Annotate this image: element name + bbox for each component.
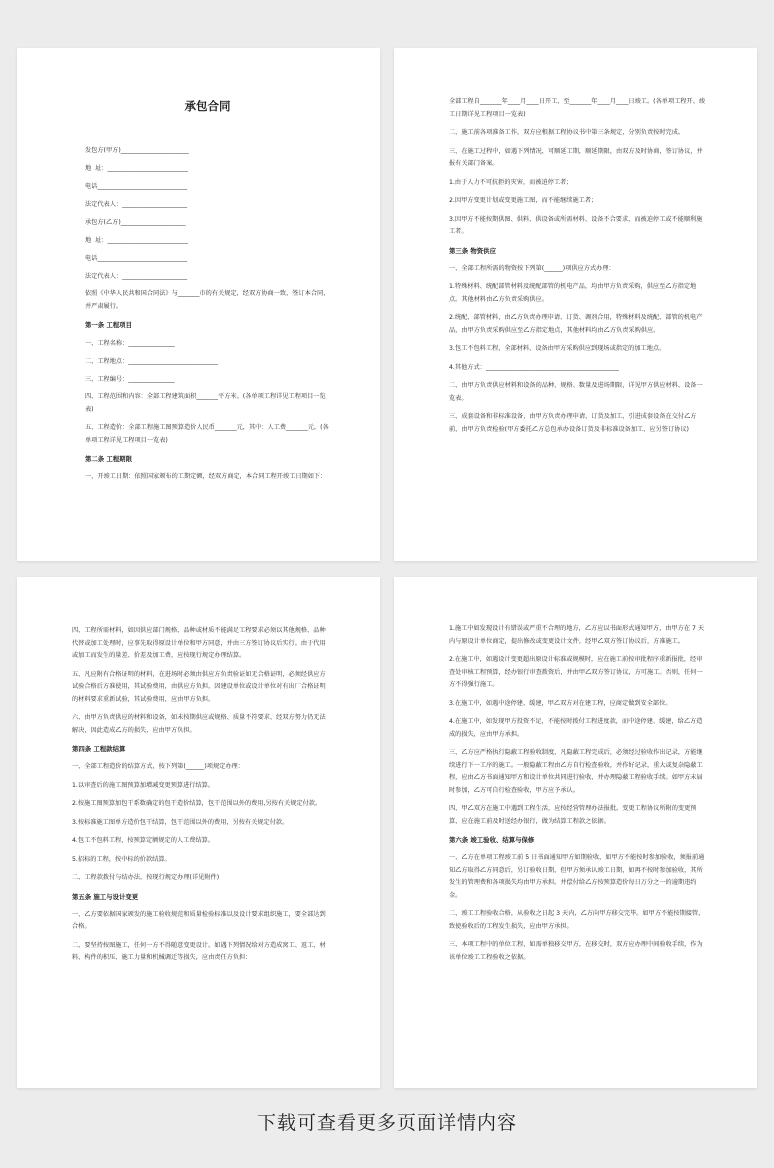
download-more-notice[interactable]: 下载可查看更多页面详情内容 [256,1112,517,1134]
paragraph: 1.由于人力不可抗拒的灾害，而被迫停工者； [449,178,573,186]
document-page-1 [17,48,380,561]
form-field-line: 承包方(乙方)_____________________ [85,219,186,226]
paragraph: 三、乙方应严格执行隐蔽工程验收制度，凡隐蔽工程完成后，必须经过验收作出记录，方能继续进行下一工序的施工。一般隐蔽工程由乙方自行检查验收，并作好记录，重大或复杂隐蔽工程，应由乙方书面通知甲方和设计单位共同进行验收，并办理隐蔽工程验收手续。如甲方未届时参加，乙方可自行检查验收，甲方应予承认。 [449,749,703,794]
document-page-3 [17,577,380,1088]
paragraph: 一、乙方在单项工程竣工前 5 日书面通知甲方如期验收，如甲方不能按时参加验收，须报前通知乙方取得乙方同意后，另订验收日期，但甲方须承认竣工日期，如再不按时参加验收，其所发生的管理费和各项损失均由甲方承担。并偿付给乙方按预算造价每日万分之一的逾期违约金。 [449,854,705,899]
section-heading: 第二条 工程期限 [85,455,132,463]
section-heading: 第五条 施工与设计变更 [72,892,139,901]
form-field-line: 法定代表人：_____________________ [85,201,188,208]
paragraph: 1.特殊材料、统配部管材料及统配部管的机电产品，均由甲方负责采购，供应至乙方指定地点。其他材料由乙方负责采购供应。 [449,283,697,303]
paragraph: 4.包工不包料工程，按预算定额规定的人工费结算。 [72,837,215,844]
paragraph: 四、工程所需材料，如因供应部门规格、品种或材质不能满足工程要求必须以其他规格、品种代替或加工处理时，应事先取得原设计单位和甲方同意，并由三方签订协议后实行。由于代用或加工而发生的量差、价差及加工费，应按现行规定办理结算。 [72,627,326,659]
paragraph: 四、甲乙双方在施工中遇到工程生活，应按经营管理办法报批。变更工程协议所附的变更预算，应在施工前及时送经办银行，做为结算工程款之依据。 [449,805,697,825]
paragraph: 三、在施工过程中，如遇下列情况，可顺延工期，顺延期限，由双方及时协商，签订协议，并报有关部门备案。 [449,147,703,167]
form-field-line: 地 址：__________________________ [85,165,188,172]
paragraph: 二、工程款拨付与结办法，按现行规定办理(详见附件) [72,874,220,881]
form-field-line: 一、工程名称：_______________ [85,340,175,347]
paragraph: 2.因甲方变更计划或变更施工图，而不能继续施工者； [449,197,598,204]
document-page-2 [394,48,757,561]
paragraph: 二、施工前各项准备工作，双方应根据工程协议书中第三条规定，分别负责按时完成。 [449,129,685,136]
paragraph: 全部工程自_______年____月____日开工，至_______年____月____日竣工。(各单项工程开、竣工日期详见工程项目一览表) [449,98,706,118]
paragraph: 二、由甲方负责供应材料和设备的品种、规格、数量及进场期限，详见甲方供应材料、设备一览表。 [449,382,703,402]
form-field-line: 地 址：__________________________ [85,237,188,244]
paragraph: 4.其他方式：___________________________________________ [449,363,619,371]
paragraph: 六、由甲方负责供应的材料和设备，如未按期供应或规格、质量不符要求，经双方努力仍无法解决，因此造成乙方的损失，应由甲方负担。 [72,714,326,734]
paragraph: 2.统配、部管材料，由乙方负责办理申请、订货、调剂合用，特殊材料及统配、部管的机电产品，由甲方负责采购供应至乙方指定地点，其他材料均由乙方负责采购供应。 [449,314,703,334]
section-heading: 第三条 物资供应 [449,246,496,255]
form-field-line: 电话_____________________________ [85,255,188,262]
paragraph: 2.在施工中，如遇设计变更超出原设计标准或规模时，应在施工前按审批程序重新报批，经审查处审核工程预算，经办银行审查拨资后，并由甲乙双方签订协议，方可施工。否则，任何一方不得强行施工。 [449,656,703,688]
paragraph: 2.按施工图预算加包干系数确定的包干造价结算，包干范围以外的费用,另按有关规定付款。 [72,800,322,807]
paragraph: 二、竣工工程验收合格，从验收之日起 3 天内，乙方向甲方移交完毕。如甲方不能按期接管，致使验收后的工程发生损失，应由甲方承担。 [449,910,705,930]
document-title: 承包合同 [184,99,231,113]
paragraph: 3.在施工中，如遇中途停建、缓建，甲乙双方对在建工程，应商定做到安全部位。 [449,699,672,707]
form-field-line: 电话_____________________________ [85,183,188,190]
paragraph: 一、全部工程造价的结算方式，按下列第(______)项规定办理： [72,763,244,770]
section-heading: 第六条 竣工验收、结算与保修 [449,836,535,844]
form-field-line: 三、工程编号：_______________ [85,376,175,383]
paragraph: 4.在施工中，如发现甲方投资不足，不能按时拨付工程进度款，而中途停建、缓建，给乙方造成的损失，应由甲方承担。 [449,718,703,738]
paragraph: 五、工程造价：全部工程施工图预算造价人民币_______元，其中：人工费_______元。(各单项工程详见工程项目一览表) [85,424,329,444]
paragraph: 二、要坚持按图施工，任何一方不得随意变更设计。如遇下列情况给对方造成窝工、返工、材料、构件的积压、施工力量和机械调迁等损失，应由责任方负担： [72,941,326,961]
paragraph: 1.以审查后的施工图预算加增减变更预算进行结算。 [72,781,215,789]
paragraph: 一、全部工程所需的物资按下列第(______)项供应方式办理： [449,264,615,272]
paragraph: 5.招标的工程，按中标的价款结算。 [72,855,171,863]
paragraph: 一、乙方要依据国家颁发的施工验收规范和质量检验标准以及设计要求组织施工，要全部达到合格。 [72,910,326,930]
paragraph: 1.施工中如发现设计有错误或严重不合理的地方，乙方应以书面形式通知甲方，由甲方在 7 天内与原设计单位商定，提出修改或变更设计文件，经甲乙双方签订协议后，方准施工。 [449,625,705,645]
form-field-line: 法定代表人：_____________________ [85,273,188,280]
paragraph: 五、凡应附有合格证明的材料，在进场时必须由供应方负责验证如无合格证明，必须经供应方试验合格后方准使用，其试验费用，由供应方负担，因建设单位或设计单位对有出厂合格证明的材料要求重新试验，其试验费用，应由甲方负担。 [72,670,326,703]
paragraph: 一、开竣工日期：依照国家颁布的工期定额，经双方商定，本合同工程开竣工日期如下： [85,473,327,480]
paragraph: 三、本项工程中的单位工程，如需单独移交甲方，在移交时，双方应办理中间验收手续，作为该单位竣工工程验收之依据。 [449,941,703,961]
paragraph: 四、工程范围和内容：全部工程建筑面积_______平方米。(各单项工程详见工程项目一览表) [85,393,326,413]
paragraph: 3.包工不包料工程，全部材料、设备由甲方采购供应到现场或指定的加工地点。 [449,345,666,352]
form-field-line: 发包方(甲方)______________________ [85,147,189,154]
section-heading: 第四条 工程款结算 [72,745,126,753]
paragraph: 3.因甲方不能按期供图、供料、供设备或所需材料、设备不合要求，而被迫停工或不能顺利施工者。 [449,215,703,235]
paragraph: 3.按标准施工图单方造价包干结算，包干范围以外的费用，另按有关规定付款。 [72,818,289,826]
paragraph: 依照《中华人民共和国合同法》与_______市的有关规定，经双方协商一致，签订本合同，并严肃履行。 [85,290,330,310]
paragraph: 三、成套设备和非标准设备，由甲方负责办理申请、订货及加工，引进成套设备在交付乙方前，由甲方负责检验(甲方委托乙方总包承办设备订货及非标准设备加工，应另签订协议) [449,413,697,433]
section-heading: 第一条 工程项目 [85,321,132,329]
document-page-4 [394,577,757,1088]
form-field-line: 二、工程地点：_____________________________ [85,358,219,365]
